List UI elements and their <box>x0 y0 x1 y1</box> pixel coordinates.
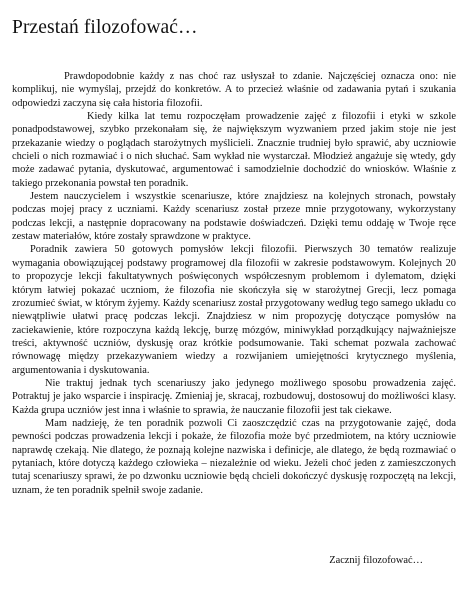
paragraph-intro: Prawdopodobnie każdy z nas choć raz usłyszał to zdanie. Najczęściej oznacza ono: nie komplikuj, nie wymyślaj, przejdź do konkretów. A to przecież właśnie od zadawania pytań i szukania odpowiedzi zaczyna się cała historia filozofii. <box>12 71 456 109</box>
paragraph-contents: Poradnik zawiera 50 gotowych pomysłów lekcji filozofii. Pierwszych 30 tematów realizuje wymagania obowiązującej podstawy programowej dla filozofii w zakresie podstawowym. Kolejnych 20 to propozycje lekcji fakultatywnych poświęconych współczesnym problemom i dylematom, dzięki którym łatwiej pokazać uczniom, że filozofia nie skończyła się w starożytnej Grecji, lecz pomaga zrozumieć świat, w którym żyjemy. Każdy scenariusz został przygotowany według tego samego układu co niewątpliwie ułatwi pracę podczas lekcji. Znajdziesz w nim propozycję dotyczące pomysłów na zaciekawienie, które rozpoczyna każdą lekcję, burzę mózgów, miniwykład porządkujący najważniejsze treści, aktywność uczniów, dyskusję oraz krótkie podsumowanie. Taki schemat pozwala zachować równowagę między przekazywaniem wiedzy a rozwijaniem umiejętności krytycznego myślenia, argumentowania i dyskutowania. <box>12 244 456 376</box>
paragraph-author: Jestem nauczycielem i wszystkie scenariusze, które znajdziesz na kolejnych stronach, powstały podczas mojej pracy z uczniami. Każdy scenariusz został przeze mnie przygotowany, wykorzystany podczas lekcji, a następnie dopracowany na podstawie doświadczeń. Dzięki temu oddaję w Twoje ręce zestaw materiałów, które zostały sprawdzone w praktyce. <box>12 191 456 243</box>
closing-signature: Zacznij filozofować… <box>329 555 423 566</box>
document-title: Przestań filozofować… <box>12 17 198 38</box>
paragraph-usage: Nie traktuj jednak tych scenariuszy jako jedynego możliwego sposobu prowadzenia zajęć. Potraktuj je jako wsparcie i inspirację. Zmieniaj je, skracaj, rozbudowuj, dostosowuj do możliwości klasy. Każda grupa uczniów jest inna i właśnie to sprawia, że nauczanie filozofii jest tak ciekawe. <box>12 377 456 416</box>
paragraph-experience: Kiedy kilka lat temu rozpoczęłam prowadzenie zajęć z filozofii i etyki w szkole ponadpodstawowej, szybko przekonałam się, że największym wyzwaniem przed jakim stoje nie jest przekazanie wiedzy o poglądach starożytnych myślicieli. Znacznie trudniej było sprawić, aby uczniowie chcieli o nich rozmawiać i o nich słuchać. Sam wykład nie wystarczał. Młodzież angażuje się wtedy, gdy może zadawać pytania, dyskutować, argumentować i samodzielnie dochodzić do wniosków. Właśnie z takiego przekonania powstał ten poradnik. <box>12 111 456 189</box>
document-body <box>12 70 456 497</box>
paragraph-hope: Mam nadzieję, że ten poradnik pozwoli Ci zaoszczędzić czas na przygotowanie zajęć, doda pewności podczas prowadzenia lekcji i pokaże, że filozofia może być przedmiotem, na który uczniowie naprawdę czekają. Nie dlatego, że poznają kolejne nazwiska i definicje, ale dlatego, że będą rozmawiać o pytaniach, które dotyczą każdego człowieka – niezależnie od wieku. Jeżeli choć jeden z zamieszczonych tutaj scenariuszy sprawi, że po dzwonku uczniowie będą chcieli dokończyć dyskusję rozpoczętą na lekcji, uznam, że ten poradnik spełnił swoje zadanie. <box>12 417 456 496</box>
